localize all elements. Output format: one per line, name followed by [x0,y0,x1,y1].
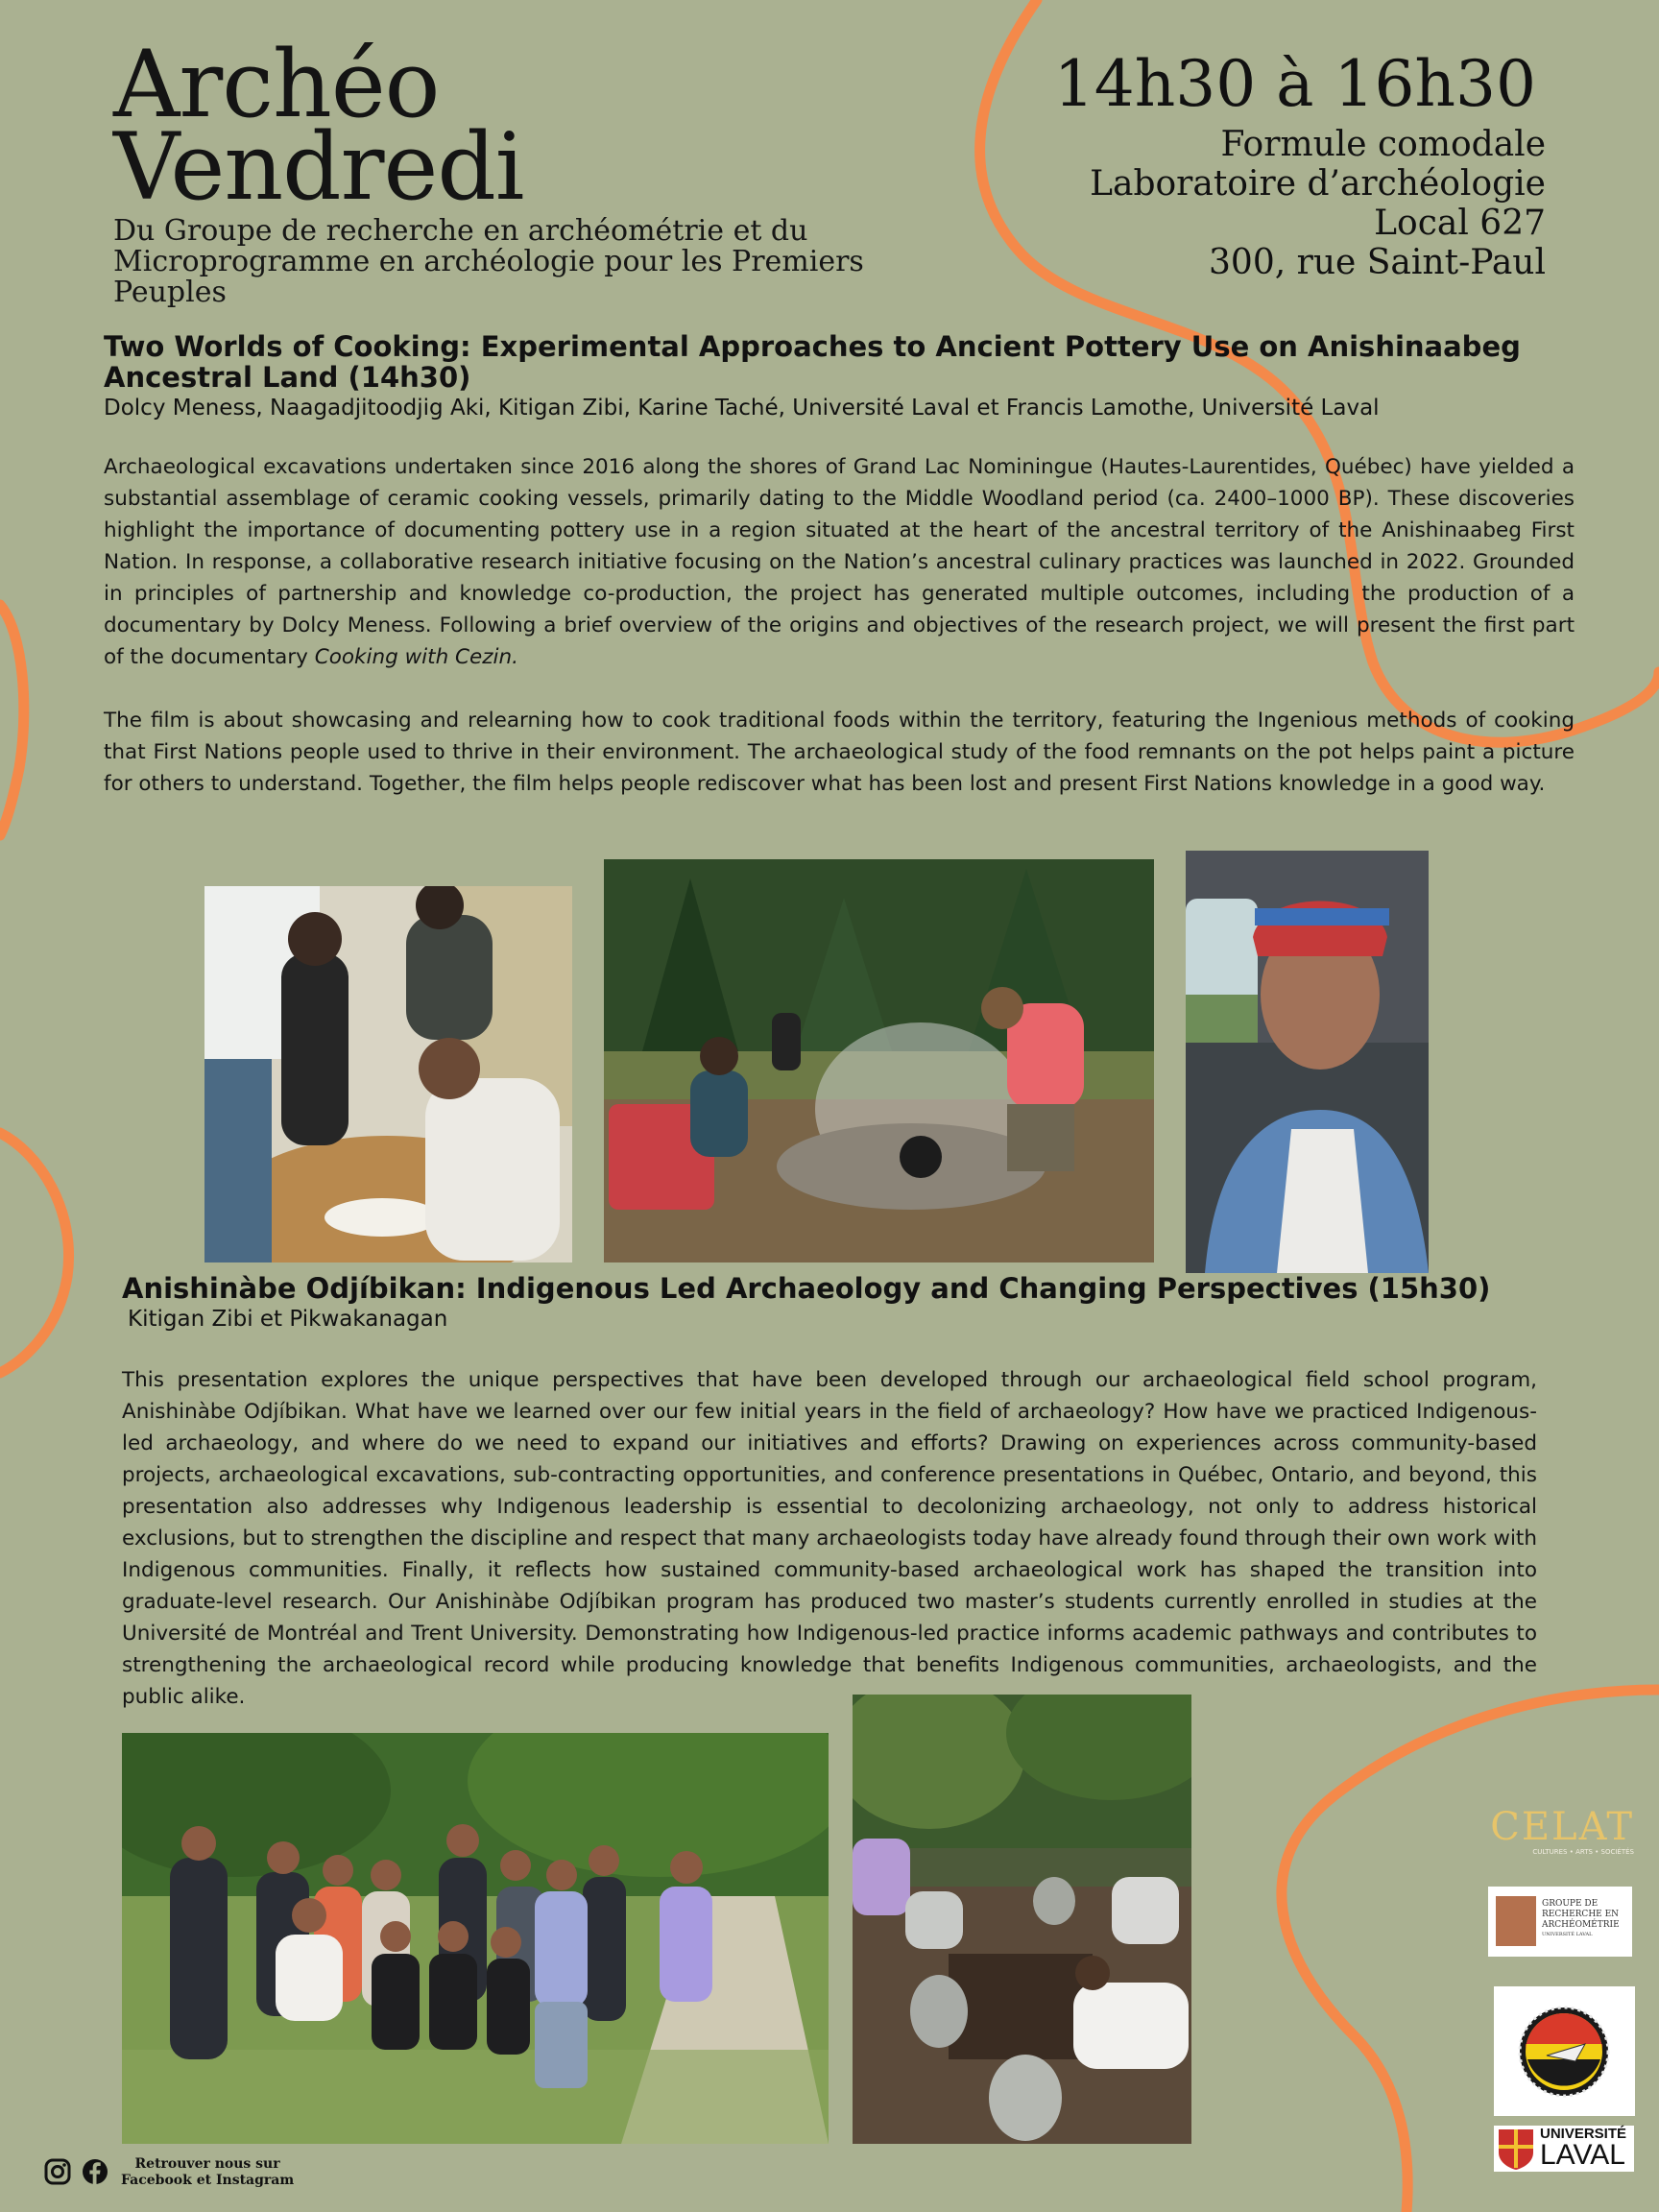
photo-campfire-cooking [604,859,1154,1262]
first-peoples-emblem [1494,1986,1635,2116]
curve-left-middle [0,1133,69,1373]
talk2-title: Anishinàbe Odjíbikan: Indigenous Led Archaeology and Changing Perspectives (15h30) [122,1272,1491,1305]
venue-format: Formule comodale [1220,125,1546,164]
photo-kitchen-tasting [204,886,572,1262]
talk1-authors: Dolcy Meness, Naagadjitoodjig Aki, Kitigan Zibi, Karine Taché, Université Laval et Francis Lamothe, Université Laval [104,396,1380,421]
grap-line3: ARCHÉOMÉTRIE [1542,1920,1620,1930]
footer-line2: Facebook et Instagram [121,2173,295,2188]
venue-address: 300, rue Saint-Paul [1209,243,1546,282]
grap-line2: RECHERCHE EN [1542,1910,1620,1919]
grap-logo [1488,1887,1632,1957]
celat-name: CELAT [1490,1805,1634,1849]
laval-text [1540,2127,1626,2170]
first-peoples-logo [1494,1986,1635,2116]
instagram-icon[interactable] [44,2158,71,2185]
grap-text [1542,1899,1620,1939]
talk2-paragraph: This presentation explores the unique perspectives that have been developed through our archaeological field school program, Anishinàbe Odjíbikan. What have we learned over our few initial years in the field of archaeology? How have we practiced Indigenous-led archaeology, and where do we need to expand our initiatives and efforts? Drawing on experiences across community-based projects, archaeological excavations, sub-contracting opportunities, and conference presentations in Québec, Ontario, and beyond, this presentation also addresses why Indigenous leadership is essential to decolonizing archaeology, not only to address historical exclusions, but to strengthen the discipline and respect that many archaeologists today have already found through their own work with Indigenous communities. Finally, it reflects how sustained community-based archaeological work has shaped the transition into graduate-level research. Our Anishinàbe Odjíbikan program has produced two master’s students currently enrolled in studies at the Université de Montréal and Trent University. Demonstrating how Indigenous-led practice informs academic pathways and contributes to strengthening the archaeological record while producing knowledge that benefits Indigenous communities, archaeologists, and the public alike. [122,1368,1537,1709]
grap-line1: GROUPE DE [1542,1899,1599,1909]
footer-line1: Retrouver nous sur [134,2156,280,2172]
talk2 [122,1273,1537,1713]
curve-left-upper [0,605,24,835]
laval-line2: LAVAL [1540,2139,1625,2171]
talk1-title: Two Worlds of Cooking: Experimental Approaches to Ancient Pottery Use on Anishinaabeg Ancestral Land (14h30) [104,330,1521,394]
photo-portrait-selfie [1186,851,1429,1273]
talk2-authors: Kitigan Zibi et Pikwakanagan [128,1307,448,1332]
header-subtitle: Du Groupe de recherche en archéométrie et du Microprogramme en archéologie pour les Premiers Peuples [113,214,864,309]
venue-room: Local 627 [1374,204,1546,243]
universite-laval-logo [1494,2126,1634,2172]
venue-lab: Laboratoire d’archéologie [1090,164,1546,204]
title-vendredi: Vendredi [113,113,524,221]
photo-group-field-school [122,1733,829,2144]
event-info [950,47,1546,282]
celat-logo [1455,1807,1634,1861]
talk1-paragraph2: The film is about showcasing and relearning how to cook traditional foods within the territory, featuring the Ingenious methods of cooking that First Nations people used to thrive in their environment. The archaeological study of the food remnants on the pot helps paint a picture for others to understand. Together, the film helps people rediscover what has been lost and present First Nations knowledge in a good way. [104,709,1575,796]
celat-tagline: CULTURES • ARTS • SOCIÉTÉS [1532,1848,1634,1856]
laval-line1: UNIVERSITÉ [1540,2126,1627,2142]
talk1-paragraph1 [104,451,1575,673]
grap-line4: UNIVERSITÉ LAVAL [1542,1932,1593,1937]
photo-excavation-site [853,1695,1191,2144]
event-time: 14h30 à 16h30 [1053,47,1536,121]
talk1-film-title: Cooking with Cezin. [314,645,518,669]
grap-emblem [1496,1896,1536,1946]
title-archeo: Archéo [113,31,440,138]
laval-crest-icon [1497,2128,1535,2170]
facebook-icon[interactable] [82,2158,108,2185]
footer-text [121,2156,294,2189]
talk1-paragraph1-text: Archaeological excavations undertaken since 2016 along the shores of Grand Lac Nominingue (Hautes-Laurentides, Québec) have yielded a substantial assemblage of ceramic cooking vessels, primarily dating to the Middle Woodland period (ca. 2400–1000 BP). These discoveries highlight the importance of documenting pottery use in a region situated at the heart of the ancestral territory of the Anishinaabeg First Nation. In response, a collaborative research initiative focusing on the Nation’s ancestral culinary practices was launched in 2022. Grounded in principles of partnership and knowledge co-production, the project has generated multiple outcomes, including the production of a documentary by Dolcy Meness. Following a brief overview of the origins and objectives of the research project, we will present the first part of the documentary [104,455,1575,669]
talk1 [104,331,1575,800]
footer-social [44,2152,303,2191]
header [113,31,977,309]
